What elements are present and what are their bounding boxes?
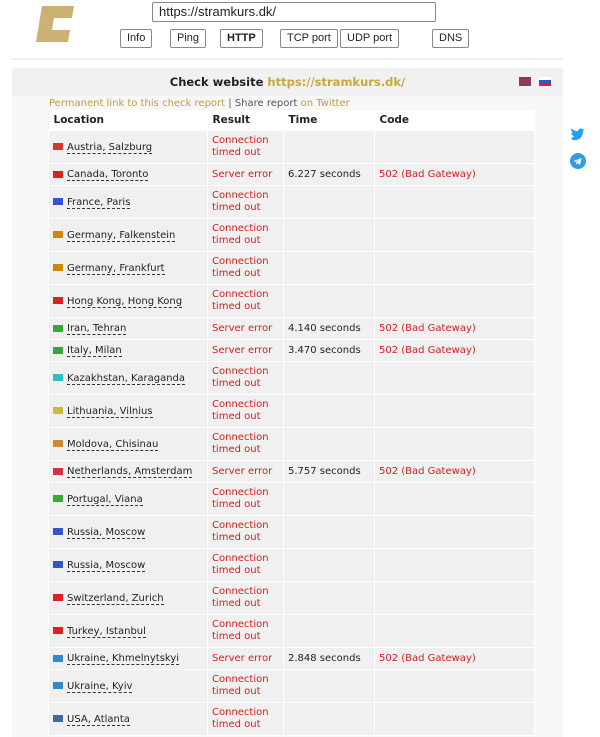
country-flag-icon	[53, 231, 63, 238]
col-result: Result	[208, 110, 284, 131]
location-link[interactable]: France, Paris	[67, 196, 131, 208]
code-cell	[375, 131, 535, 164]
time-cell	[284, 516, 375, 549]
location-link[interactable]: Russia, Moscow	[67, 559, 146, 571]
location-cell	[49, 340, 208, 362]
results-table	[48, 110, 535, 736]
table-row	[49, 648, 535, 670]
result-cell: Connection timed out	[208, 285, 284, 318]
result-cell: Connection timed out	[208, 670, 284, 703]
code-cell	[375, 483, 535, 516]
code-cell	[375, 428, 535, 461]
time-cell	[284, 219, 375, 252]
table-row	[49, 582, 535, 615]
btn-ping[interactable]: Ping	[170, 29, 206, 48]
code-cell	[375, 703, 535, 736]
table-row	[49, 362, 535, 395]
language-switcher	[519, 77, 555, 86]
permalink-link[interactable]: Permanent link to this check report	[49, 98, 226, 109]
time-cell	[284, 362, 375, 395]
time-cell	[284, 186, 375, 219]
location-link[interactable]: USA, Atlanta	[67, 713, 130, 725]
location-link[interactable]: Switzerland, Zurich	[67, 592, 164, 604]
time-cell	[284, 615, 375, 648]
location-cell	[49, 428, 208, 461]
country-flag-icon	[53, 715, 63, 722]
code-cell	[375, 615, 535, 648]
result-cell: Server error	[208, 318, 284, 340]
code-cell	[375, 670, 535, 703]
col-time: Time	[284, 110, 375, 131]
table-row	[49, 461, 535, 483]
location-cell	[49, 395, 208, 428]
code-cell	[375, 186, 535, 219]
code-cell	[375, 362, 535, 395]
location-link[interactable]: Germany, Frankfurt	[67, 262, 165, 274]
time-cell	[284, 131, 375, 164]
result-cell: Connection timed out	[208, 516, 284, 549]
code-cell	[375, 285, 535, 318]
table-row	[49, 131, 535, 164]
time-cell	[284, 703, 375, 736]
result-cell: Connection timed out	[208, 186, 284, 219]
code-cell	[375, 582, 535, 615]
top-bar	[12, 0, 563, 60]
country-flag-icon	[53, 347, 63, 354]
country-flag-icon	[53, 495, 63, 502]
time-cell	[284, 285, 375, 318]
location-link[interactable]: Germany, Falkenstein	[67, 229, 176, 241]
country-flag-icon	[53, 143, 63, 150]
result-cell: Connection timed out	[208, 483, 284, 516]
result-cell: Connection timed out	[208, 549, 284, 582]
location-link[interactable]: Ukraine, Khmelnytskyi	[67, 653, 180, 664]
code-cell: 502 (Bad Gateway)	[375, 461, 535, 483]
table-row	[49, 703, 535, 736]
url-input[interactable]: https://stramkurs.dk/	[152, 2, 436, 22]
country-flag-icon	[53, 528, 63, 535]
country-flag-icon	[53, 325, 63, 332]
btn-udp-port[interactable]: UDP port	[340, 29, 399, 48]
table-row	[49, 395, 535, 428]
location-cell	[49, 615, 208, 648]
code-cell	[375, 395, 535, 428]
country-flag-icon	[53, 627, 63, 634]
country-flag-icon	[53, 655, 63, 662]
col-code: Code	[375, 110, 535, 131]
result-cell: Connection timed out	[208, 252, 284, 285]
location-link[interactable]: Turkey, Istanbul	[67, 625, 146, 637]
location-cell	[49, 670, 208, 703]
check-title: Check website https://stramkurs.dk/	[12, 68, 563, 96]
result-cell: Connection timed out	[208, 219, 284, 252]
table-row	[49, 615, 535, 648]
location-cell	[49, 582, 208, 615]
location-link[interactable]: Canada, Toronto	[67, 169, 149, 180]
location-cell	[49, 252, 208, 285]
time-cell	[284, 395, 375, 428]
result-cell: Server error	[208, 648, 284, 670]
table-row	[49, 516, 535, 549]
country-flag-icon	[53, 440, 63, 447]
location-link[interactable]: Lithuania, Vilnius	[67, 405, 153, 417]
country-flag-icon	[53, 682, 63, 689]
time-cell: 4.140 seconds	[284, 318, 375, 340]
country-flag-icon	[53, 374, 63, 381]
btn-http[interactable]: HTTP	[220, 29, 263, 48]
telegram-icon[interactable]	[570, 153, 586, 169]
location-cell	[49, 516, 208, 549]
code-cell: 502 (Bad Gateway)	[375, 340, 535, 362]
english-flag-icon[interactable]	[519, 77, 531, 86]
table-row	[49, 186, 535, 219]
location-cell	[49, 461, 208, 483]
russian-flag-icon[interactable]	[539, 77, 551, 86]
location-cell	[49, 648, 208, 670]
checked-url[interactable]: https://stramkurs.dk/	[267, 75, 406, 89]
country-flag-icon	[53, 171, 63, 178]
location-link[interactable]: Netherlands, Amsterdam	[67, 466, 193, 477]
country-flag-icon	[53, 468, 63, 475]
country-flag-icon	[53, 264, 63, 271]
result-cell: Connection timed out	[208, 395, 284, 428]
location-link[interactable]: Portugal, Viana	[67, 493, 143, 505]
location-cell	[49, 285, 208, 318]
results-panel	[12, 68, 563, 737]
location-cell	[49, 549, 208, 582]
result-cell: Server error	[208, 164, 284, 186]
location-cell	[49, 318, 208, 340]
location-cell	[49, 219, 208, 252]
col-location: Location	[49, 110, 208, 131]
twitter-icon[interactable]	[570, 127, 586, 143]
table-row	[49, 164, 535, 186]
location-cell	[49, 362, 208, 395]
code-cell: 502 (Bad Gateway)	[375, 164, 535, 186]
table-row	[49, 549, 535, 582]
result-cell: Connection timed out	[208, 362, 284, 395]
location-link[interactable]: Moldova, Chisinau	[67, 438, 159, 450]
twitter-link[interactable]: on Twitter	[300, 98, 350, 109]
time-cell	[284, 549, 375, 582]
code-cell	[375, 252, 535, 285]
result-cell: Connection timed out	[208, 582, 284, 615]
code-cell	[375, 549, 535, 582]
table-row	[49, 219, 535, 252]
location-link[interactable]: Ukraine, Kyiv	[67, 680, 133, 692]
location-link[interactable]: Kazakhstan, Karaganda	[67, 372, 186, 384]
time-cell: 2.848 seconds	[284, 648, 375, 670]
country-flag-icon	[53, 561, 63, 568]
code-cell	[375, 219, 535, 252]
location-link[interactable]: Italy, Milan	[67, 345, 122, 356]
table-row	[49, 428, 535, 461]
table-row	[49, 483, 535, 516]
site-logo[interactable]	[34, 4, 76, 44]
code-cell	[375, 516, 535, 549]
result-cell: Server error	[208, 461, 284, 483]
time-cell	[284, 252, 375, 285]
table-row	[49, 340, 535, 362]
time-cell	[284, 582, 375, 615]
result-cell: Connection timed out	[208, 703, 284, 736]
btn-dns[interactable]: DNS	[432, 29, 469, 48]
result-cell: Server error	[208, 340, 284, 362]
btn-tcp-port[interactable]: TCP port	[280, 29, 338, 48]
location-link[interactable]: Hong Kong, Hong Kong	[67, 295, 183, 307]
location-cell	[49, 131, 208, 164]
time-cell	[284, 428, 375, 461]
btn-info[interactable]: Info	[120, 29, 152, 48]
location-cell	[49, 483, 208, 516]
result-cell: Connection timed out	[208, 131, 284, 164]
time-cell: 5.757 seconds	[284, 461, 375, 483]
time-cell	[284, 483, 375, 516]
table-row	[49, 670, 535, 703]
table-row	[49, 285, 535, 318]
location-link[interactable]: Russia, Moscow	[67, 526, 146, 538]
location-cell	[49, 164, 208, 186]
code-cell: 502 (Bad Gateway)	[375, 648, 535, 670]
result-cell: Connection timed out	[208, 428, 284, 461]
table-row	[49, 252, 535, 285]
table-row	[49, 318, 535, 340]
country-flag-icon	[53, 198, 63, 205]
time-cell: 6.227 seconds	[284, 164, 375, 186]
country-flag-icon	[53, 297, 63, 304]
location-link[interactable]: Iran, Tehran	[67, 323, 127, 334]
location-cell	[49, 186, 208, 219]
time-cell	[284, 670, 375, 703]
location-link[interactable]: Austria, Salzburg	[67, 141, 153, 153]
country-flag-icon	[53, 594, 63, 601]
report-links: Permanent link to this check report | Share report on Twitter	[49, 98, 350, 109]
time-cell: 3.470 seconds	[284, 340, 375, 362]
country-flag-icon	[53, 407, 63, 414]
location-cell	[49, 703, 208, 736]
result-cell: Connection timed out	[208, 615, 284, 648]
code-cell: 502 (Bad Gateway)	[375, 318, 535, 340]
